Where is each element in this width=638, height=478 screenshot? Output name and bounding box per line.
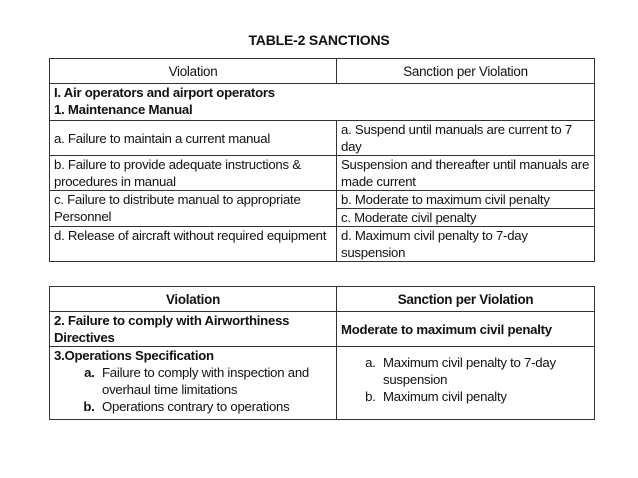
violation-cell <box>50 347 337 420</box>
table-row <box>50 156 595 191</box>
list-item: a. Failure to comply with inspection and overhaul time limitations <box>98 364 332 398</box>
violation-header: Violation <box>50 287 337 312</box>
sanctions-table-2 <box>49 286 595 420</box>
section-title: I. Air operators and airport operators <box>54 85 275 100</box>
table-header-row <box>50 287 595 312</box>
violation-cell: b. Failure to provide adequate instructions & procedures in manual <box>50 156 337 191</box>
table-row <box>50 227 595 262</box>
sanction-cell <box>337 347 595 420</box>
sanction-cell: b. Moderate to maximum civil penalty <box>337 191 595 209</box>
list-item: a. Maximum civil penalty to 7-day suspension <box>379 354 590 388</box>
section-row <box>50 84 595 121</box>
table-row <box>50 191 595 209</box>
sanction-header: Sanction per Violation <box>337 59 595 84</box>
table-header-row <box>50 59 595 84</box>
table-row <box>50 347 595 420</box>
table-row <box>50 312 595 347</box>
sanctions-table-1 <box>49 58 595 262</box>
subsection-title: 1. Maintenance Manual <box>54 102 193 117</box>
section-heading <box>50 84 595 121</box>
violation-header: Violation <box>50 59 337 84</box>
sanction-cell: a. Suspend until manuals are current to 7 day <box>337 121 595 156</box>
violation-cell: a. Failure to maintain a current manual <box>50 121 337 156</box>
page-title: TABLE-2 SANCTIONS <box>248 32 390 48</box>
sanction-list <box>341 354 590 405</box>
violation-list <box>54 364 332 415</box>
violation-cell: 2. Failure to comply with Airworthiness Directives <box>50 312 337 347</box>
violation-cell: d. Release of aircraft without required equipment <box>50 227 337 262</box>
sanction-header: Sanction per Violation <box>337 287 595 312</box>
sanction-cell: Suspension and thereafter until manuals are made current <box>337 156 595 191</box>
list-item: b. Operations contrary to operations <box>98 398 332 415</box>
list-item: b. Maximum civil penalty <box>379 388 590 405</box>
sanction-cell: c. Moderate civil penalty <box>337 209 595 227</box>
sanction-cell: Moderate to maximum civil penalty <box>337 312 595 347</box>
subsection-title: 3.Operations Specification <box>54 348 214 363</box>
sanction-cell: d. Maximum civil penalty to 7-day suspension <box>337 227 595 262</box>
violation-cell: c. Failure to distribute manual to appropriate Personnel <box>50 191 337 227</box>
table-row <box>50 121 595 156</box>
